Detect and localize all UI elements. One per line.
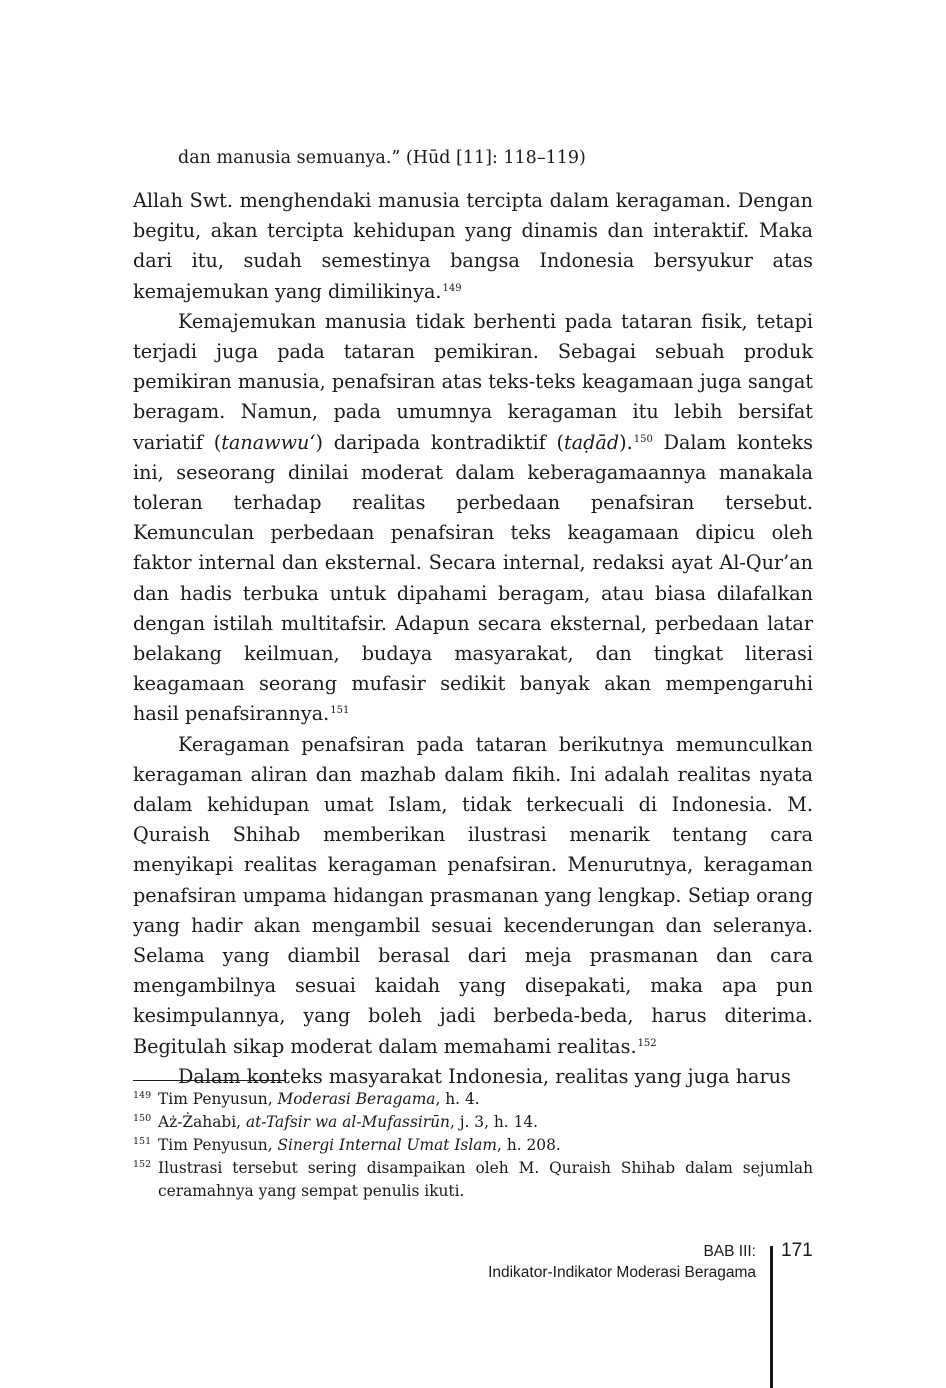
running-footer <box>488 1241 756 1283</box>
footnote-ref-149[interactable]: 149 <box>442 282 462 294</box>
footnote-151: 151 Tim Penyusun, Sinergi Internal Umat Islam, h. 208. <box>133 1136 561 1154</box>
footnote-ref-151[interactable]: 151 <box>330 705 350 717</box>
footnote-divider <box>133 1080 285 1081</box>
paragraph-1: Allah Swt. menghendaki manusia tercipta dalam keragaman. Dengan begitu, akan tercipta kehidupan yang dinamis dan interaktif. Maka dari itu, sudah semestinya bangsa Indonesia bersyukur atas kemajemukan yang dimilikinya.$^{149}$ <box>133 189 813 303</box>
term-tadad: taḍād <box>564 430 620 454</box>
term-tanawwu: tanawwu‘ <box>221 430 316 454</box>
paragraph-2: Kemajemukan manusia tidak berhenti pada tataran fisik, tetapi terjadi juga pada tataran pemikiran. Sebagai sebuah produk pemikiran manusia, penafsiran atas teks-teks keagamaan juga sangat beragam. Namun, pada umumnya keragaman itu lebih bersifat variatif (tanawwu‘) daripada kontradiktif (taḍād).$^{150}$ Dalam konteks ini, seseorang dinilai moderat dalam keberagamaannya manakala toleran terhadap realitas perbedaan penafsiran tersebut. Kemunculan perbedaan penafsiran teks keagamaan dipicu oleh faktor internal dan eksternal. Secara internal, redaksi ayat Al-Qur’an dan hadis terbuka untuk dipahami beragam, atau biasa dilafalkan dengan istilah multitafsir. Adapun secara eksternal, perbedaan latar belakang keilmuan, budaya masyarakat, dan tingkat literasi keagamaan seorang mufasir sedikit banyak akan mempengaruhi hasil penafsirannya.$^{151}$ <box>133 309 813 726</box>
page-number: 171 <box>781 1240 813 1261</box>
chapter-label: BAB III: <box>703 1243 756 1260</box>
paragraph-3: Keragaman penafsiran pada tataran berikutnya memunculkan keragaman aliran dan mazhab dalam fikih. Ini adalah realitas nyata dalam kehidupan umat Islam, tidak terkecuali di Indonesia. M. Quraish Shihab memberikan ilustrasi menarik tentang cara menyikapi realitas keragaman penafsiran. Menurutnya, keragaman penafsiran umpama hidangan prasmanan yang lengkap. Setiap orang yang hadir akan mengambil sesuai kecenderungan dan seleranya. Selama yang diambil berasal dari meja prasmanan dan cara mengambilnya sesuai kaidah yang disepakati, maka apa pun kesimpulannya, yang boleh jadi berbeda-beda, harus diterima. Begitulah sikap moderat dalam memahami realitas.$^{152}$ <box>133 732 813 1058</box>
footnote-ref-150[interactable]: 150 <box>633 433 653 445</box>
footnotes <box>133 1088 813 1203</box>
footnote-149: 149 Tim Penyusun, Moderasi Beragama, h. 4. <box>133 1090 480 1108</box>
footnote-150: 150 Aż-Żahabi, at-Tafsir wa al-Mufassirūn, j. 3, h. 14. <box>133 1113 539 1131</box>
paragraph-4: Dalam konteks masyarakat Indonesia, realitas yang juga harus <box>178 1064 791 1088</box>
chapter-title: Indikator-Indikator Moderasi Beragama <box>488 1264 756 1281</box>
footnote-152: 152 Ilustrasi tersebut sering disampaikan oleh M. Quraish Shihab dalam sejumlah ceramahnya yang sempat penulis ikuti. <box>133 1159 813 1200</box>
body-text <box>133 186 813 1092</box>
footnote-ref-152[interactable]: 152 <box>637 1037 657 1049</box>
footer-vertical-rule <box>770 1246 773 1388</box>
quote-tail: dan manusia semuanya.” (Hūd [11]: 118–119) <box>178 148 586 168</box>
